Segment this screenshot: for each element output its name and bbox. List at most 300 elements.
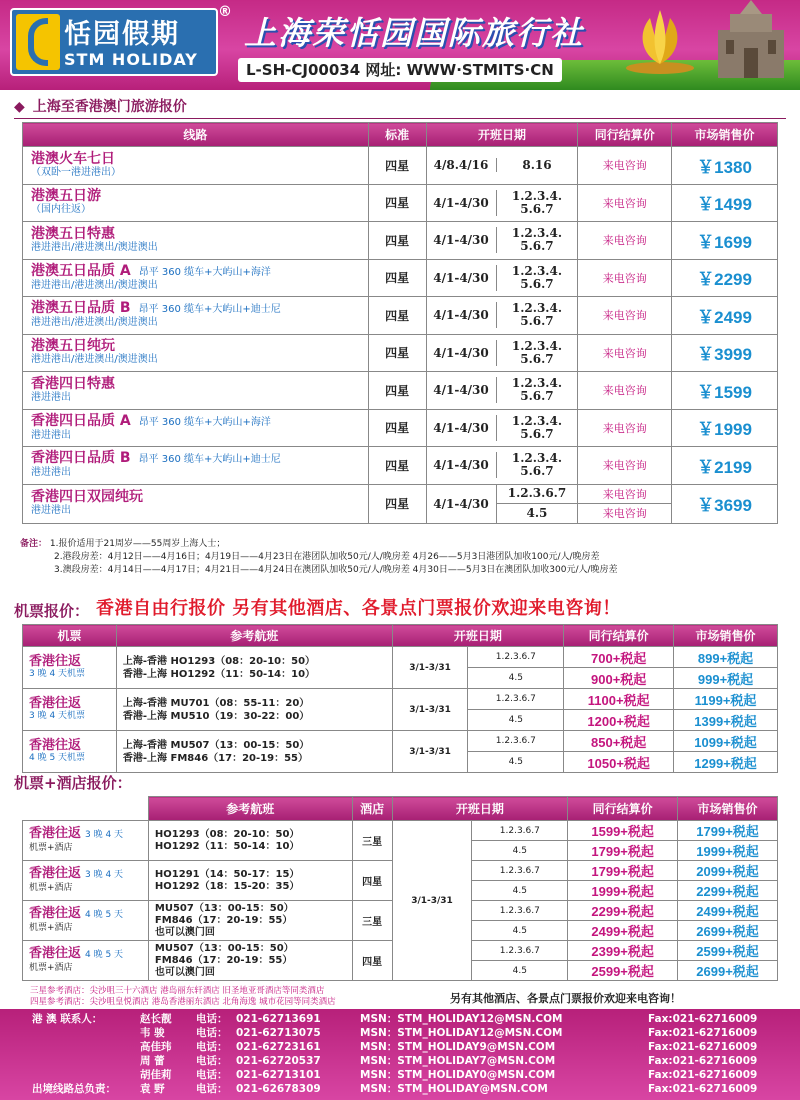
contact-name: 赵长靓 [140, 1013, 172, 1025]
contact-fax: Fax:021-62716009 [648, 1083, 758, 1095]
flight-cell [116, 689, 392, 731]
notes-block [20, 538, 618, 577]
package-title [29, 907, 148, 922]
contact-name: 袁 野 [140, 1083, 165, 1095]
date-cell [426, 147, 578, 185]
market-price-cell: ￥1699 [672, 222, 778, 260]
peer-price-cell[interactable]: 来电咨询 [578, 147, 672, 185]
route-extra: 昂平 360 缆车+大屿山+海洋 [138, 266, 271, 278]
peer-price-cell: 2399+税起 [568, 941, 678, 961]
package-nights: 3 晚 4 天 [85, 870, 124, 880]
contact-phone[interactable]: 021-62713101 [236, 1069, 321, 1081]
date-range: 4/1-4/30 [427, 190, 497, 216]
date-range: 4/1-4/30 [427, 302, 497, 328]
peer-price-cell: 900+税起 [564, 668, 674, 689]
date-days: 1.2.3.4. 5.6.7 [511, 188, 563, 216]
date-cell [426, 259, 578, 297]
package-name: 香港往返 [29, 946, 82, 961]
tour-row [23, 484, 778, 504]
tour-row [23, 147, 778, 185]
date-cell [426, 334, 578, 372]
route-sub: 港进港出/港进澳出/澳进澳出 [31, 354, 158, 366]
date-range: 4/8.4/16 [427, 158, 497, 172]
tour-row [23, 259, 778, 297]
package-title [29, 827, 148, 842]
package-name: 香港往返 [29, 866, 82, 881]
ticket-cell [23, 731, 117, 773]
package-title [29, 867, 148, 882]
col-header: 市场销售价 [672, 123, 778, 147]
peer-price-cell: 1200+税起 [564, 710, 674, 731]
registered-mark: ® [218, 4, 232, 20]
tour-row [23, 297, 778, 335]
peer-price-cell: 1599+税起 [568, 821, 678, 841]
col-header: 同行结算价 [564, 625, 674, 647]
date-days: 8.16 [522, 157, 552, 172]
col-header: 开班日期 [392, 625, 564, 647]
days-cell: 4.5 [472, 961, 568, 981]
peer-price-cell: 1799+税起 [568, 841, 678, 861]
date-cell [426, 297, 578, 335]
tel-label: 电话： [196, 1013, 228, 1025]
package-nights: 3 晚 4 天 [85, 830, 124, 840]
col-header: 市场销售价 [678, 797, 778, 821]
contact-phone[interactable]: 021-62713075 [236, 1027, 321, 1039]
date-days: 1.2.3.4. 5.6.7 [511, 413, 563, 441]
tel-label: 电话： [196, 1083, 228, 1095]
route-cell [23, 372, 369, 410]
standard-cell: 四星 [368, 484, 426, 523]
date-days: 1.2.3.6.7 [497, 485, 578, 505]
ticket-cell [23, 689, 117, 731]
contact-name: 高佳玮 [140, 1041, 172, 1053]
peer-price-cell[interactable]: 来电咨询 [578, 334, 672, 372]
ticket-sub: 3 晚 4 天机票 [29, 669, 86, 679]
package-sub: 机票+酒店 [29, 923, 73, 933]
market-price-cell: ￥2499 [672, 297, 778, 335]
date-range-cell: 3/1-3/31 [392, 821, 472, 981]
contact-row [0, 1013, 800, 1026]
diamond-icon: ◆ [14, 99, 25, 115]
package-nights: 4 晚 5 天 [85, 950, 124, 960]
days-cell: 1.2.3.6.7 [472, 821, 568, 841]
days-cell: 1.2.3.6.7 [472, 941, 568, 961]
date-range-cell: 3/1-3/31 [392, 647, 468, 689]
contact-msn[interactable]: MSN：STM_HOLIDAY0@MSN.COM [360, 1069, 556, 1081]
date-range-cell: 3/1-3/31 [392, 731, 468, 773]
market-price-cell: 1799+税起 [678, 821, 778, 841]
flight-cell [116, 647, 392, 689]
contact-name: 胡佳莉 [140, 1069, 172, 1081]
col-header: 开班日期 [426, 123, 578, 147]
route-name: 香港四日双园纯玩 [31, 489, 143, 505]
route-cell [23, 297, 369, 335]
package-name: 香港往返 [29, 826, 82, 841]
peer-price-cell: 1799+税起 [568, 861, 678, 881]
market-price-cell: 999+税起 [674, 668, 778, 689]
route-sub: 港进港出 [31, 391, 71, 403]
date-wrap [427, 415, 578, 441]
notes-label: 备注： [20, 539, 48, 549]
route-name: 港澳五日游 [31, 188, 101, 205]
flight-line: HO1292（11：50-14：10） [154, 840, 300, 852]
date-cell [426, 484, 578, 523]
contact-name: 韦 骏 [140, 1027, 165, 1039]
peer-price-cell: 2299+税起 [568, 901, 678, 921]
ticket-name: 香港往返 [29, 654, 82, 669]
col-header: 参考航班 [116, 625, 392, 647]
tour-price-table [22, 122, 778, 524]
hotel-grade-cell: 四星 [352, 861, 392, 901]
date-cell [426, 184, 578, 222]
standard-cell: 四星 [368, 184, 426, 222]
route-sub: （国内往返） [31, 204, 91, 216]
package-sub: 机票+酒店 [29, 843, 73, 853]
contact-fax: Fax:021-62716009 [648, 1013, 758, 1025]
contact-fax: Fax:021-62716009 [648, 1069, 758, 1081]
col-header: 开班日期 [392, 797, 568, 821]
market-price-cell: 1299+税起 [674, 752, 778, 773]
route-sub: 港进港出 [31, 505, 71, 516]
route-name: 香港四日品质 A [31, 412, 131, 429]
date-wrap [427, 265, 578, 291]
route-name: 港澳五日特惠 [31, 225, 115, 242]
hotel-grade-cell: 四星 [352, 941, 392, 981]
peer-price-cell[interactable]: 来电咨询 [578, 259, 672, 297]
contact-label: 出境线路总负责： [32, 1083, 116, 1095]
hotel-reference-notes [30, 986, 336, 1008]
contact-label: 港 澳 联系人： [32, 1013, 103, 1025]
peer-price-cell: 2499+税起 [568, 921, 678, 941]
route-name: 港澳五日品质 B [31, 300, 131, 317]
note-line: 2.港段房差：4月12日——4月16日；4月19日——4月23日在港团队加收50元/人/晚房差 4月26——5月3日港团队加收100元/人/晚房差 [54, 552, 600, 562]
contact-row [0, 1041, 800, 1054]
route-cell [23, 222, 369, 260]
hotel-price-table [22, 796, 778, 981]
days-cell: 1.2.3.6.7 [472, 901, 568, 921]
tel-label: 电话： [196, 1041, 228, 1053]
market-price-cell: 2299+税起 [678, 881, 778, 901]
tour-row [23, 184, 778, 222]
flight-cell [116, 731, 392, 773]
standard-cell: 四星 [368, 297, 426, 335]
market-price-cell: 1199+税起 [674, 689, 778, 710]
company-name: 上海荣恬园国际旅行社 [244, 14, 585, 52]
flight-line: FM846（17：20-19：55） [154, 914, 293, 926]
date-cell [426, 372, 578, 410]
peer-price-cell[interactable]: 来电咨询 [578, 409, 672, 447]
days-cell: 4.5 [472, 841, 568, 861]
route-sub: （双卧一港进港出） [31, 166, 121, 178]
days-cell: 1.2.3.6.7 [468, 647, 564, 668]
route-sub: 港进港出/港进澳出/澳进澳出 [31, 317, 158, 329]
license-and-website: L-SH-CJ00034 网址: WWW·STMITS·CN [238, 58, 562, 82]
flight-line: MU507（13：00-15：50） [154, 902, 294, 914]
contact-fax: Fax:021-62716009 [648, 1041, 758, 1053]
section-divider [14, 118, 786, 119]
flight-line: 上海-香港 HO1293（08：20-10：50） [122, 655, 316, 667]
hotel-grade-cell: 三星 [352, 821, 392, 861]
date-range: 4/1-4/30 [427, 265, 497, 291]
flight-line: 香港-上海 FM846（17：20-19：55） [122, 752, 308, 764]
date-cell [426, 447, 578, 485]
flight-row [23, 647, 778, 668]
days-cell: 1.2.3.6.7 [472, 861, 568, 881]
tour-row [23, 222, 778, 260]
contact-row [0, 1055, 800, 1068]
hotel-grade-cell: 三星 [352, 901, 392, 941]
market-price-cell: 2099+税起 [678, 861, 778, 881]
route-name: 港澳五日品质 A [31, 262, 131, 279]
peer-price-cell[interactable]: 来电咨询 [578, 504, 672, 524]
date-range-cell: 3/1-3/31 [392, 689, 468, 731]
route-sub: 港进港出 [31, 429, 71, 441]
flight-line: HO1291（14：50-17：15） [154, 868, 300, 880]
contact-row [0, 1027, 800, 1040]
days-cell: 1.2.3.6.7 [468, 689, 564, 710]
tel-label: 电话： [196, 1069, 228, 1081]
flight-cell [148, 941, 352, 981]
logo-en: STM HOLIDAY [64, 50, 198, 69]
contact-footer [0, 1009, 800, 1100]
ticket-name: 香港往返 [29, 696, 82, 711]
flight-line: 上海-香港 MU507（13：00-15：50） [122, 739, 310, 751]
tel-label: 电话： [196, 1055, 228, 1067]
col-header: 同行结算价 [568, 797, 678, 821]
market-price-cell: ￥1499 [672, 184, 778, 222]
date-days: 1.2.3.4. 5.6.7 [511, 338, 563, 366]
route-extra: 昂平 360 缆车+大屿山+迪士尼 [138, 454, 281, 466]
date-wrap [427, 227, 578, 253]
date-days: 1.2.3.4. 5.6.7 [511, 376, 563, 404]
date-days: 1.2.3.4. 5.6.7 [511, 263, 563, 291]
standard-cell: 四星 [368, 334, 426, 372]
date-days: 1.2.3.4. 5.6.7 [511, 301, 563, 329]
route-cell [23, 184, 369, 222]
note-line: 3.澳段房差：4月14日——4月17日；4月21日——4月24日在澳团队加收50元/人/晚房差 4月30日——5月3日在澳团队加收300元/人/晚房差 [54, 565, 618, 575]
package-name: 香港往返 [29, 906, 82, 921]
route-extra: 昂平 360 缆车+大屿山+海洋 [138, 416, 271, 428]
hotel-right-note: 另有其他酒店、各景点门票报价欢迎来电咨询！ [450, 992, 681, 1005]
route-sub: 港进港出 [31, 467, 71, 479]
date-range: 4/1-4/30 [427, 377, 497, 403]
route-name: 香港四日特惠 [31, 375, 115, 392]
standard-cell: 四星 [368, 259, 426, 297]
bauhinia-statue-icon [620, 4, 700, 74]
date-wrap [427, 485, 578, 523]
ref-three-star: 三星参考酒店：尖沙咀三十六酒店 港岛丽东轩酒店 旧圣地亚哥酒店等同类酒店 [30, 986, 325, 996]
market-price-cell: ￥1380 [672, 147, 778, 185]
days-cell: 4.5 [472, 881, 568, 901]
contact-phone[interactable]: 021-62723161 [236, 1041, 321, 1053]
date-range: 4/1-4/30 [427, 415, 497, 441]
package-sub: 机票+酒店 [29, 883, 73, 893]
flight-line: 也可以澳门回 [154, 966, 215, 978]
date-wrap [427, 190, 578, 216]
date-days: 4.5 [526, 505, 548, 520]
standard-cell: 四星 [368, 222, 426, 260]
route-cell [23, 147, 369, 185]
package-cell [23, 901, 149, 941]
flight-line: HO1293（08：20-10：50） [154, 828, 300, 840]
col-header: 机票 [23, 625, 117, 647]
tour-row [23, 372, 778, 410]
route-extra: 昂平 360 缆车+大屿山+迪士尼 [138, 304, 281, 316]
peer-price-cell[interactable]: 来电咨询 [578, 372, 672, 410]
market-price-cell: ￥2299 [672, 259, 778, 297]
market-price-cell: ￥1999 [672, 409, 778, 447]
tour-row [23, 409, 778, 447]
ticket-sub: 3 晚 4 天机票 [29, 711, 86, 721]
market-price-cell: 2699+税起 [678, 921, 778, 941]
col-header: 参考航班 [148, 797, 352, 821]
date-cell [426, 409, 578, 447]
standard-cell: 四星 [368, 409, 426, 447]
date-days: 1.2.3.4. 5.6.7 [511, 226, 563, 254]
date-cell [426, 222, 578, 260]
contact-msn[interactable]: MSN：STM_HOLIDAY9@MSN.COM [360, 1041, 556, 1053]
logo-cn: 恬园假期 [64, 19, 180, 50]
note-line: 1.报价适用于21周岁——55周岁上海人士； [49, 539, 226, 549]
flight-line: 香港-上海 HO1292（11：50-14：10） [122, 668, 316, 680]
contact-msn[interactable]: MSN：STM_HOLIDAY12@MSN.COM [360, 1013, 563, 1025]
date-range: 4/1-4/30 [427, 452, 497, 478]
tel-label: 电话： [196, 1027, 228, 1039]
contact-fax: Fax:021-62716009 [648, 1055, 758, 1067]
days-cell: 4.5 [468, 752, 564, 773]
ref-four-star: 四星参考酒店：尖沙咀皇悦酒店 港岛香港丽东酒店 北角海逸 城市花园等同类酒店 [30, 997, 336, 1007]
peer-price-cell[interactable]: 来电咨询 [578, 184, 672, 222]
market-price-cell: 899+税起 [674, 647, 778, 668]
package-cell [23, 821, 149, 861]
route-name: 港澳五日纯玩 [31, 338, 115, 355]
standard-cell: 四星 [368, 147, 426, 185]
standard-cell: 四星 [368, 372, 426, 410]
flight-price-table [22, 624, 778, 773]
flight-line: 也可以澳门回 [154, 926, 215, 938]
flight-section-title: 机票报价： [14, 602, 90, 620]
package-cell [23, 861, 149, 901]
contact-msn[interactable]: MSN：STM_HOLIDAY12@MSN.COM [360, 1027, 563, 1039]
market-price-cell: ￥2199 [672, 447, 778, 485]
peer-price-cell: 700+税起 [564, 647, 674, 668]
col-header: 同行结算价 [578, 123, 672, 147]
date-wrap [427, 452, 578, 478]
date-wrap [427, 340, 578, 366]
flight-line: HO1292（18：15-20：35） [154, 880, 300, 892]
ruins-of-st-paul-icon [710, 0, 792, 78]
blank-header [23, 797, 149, 821]
flight-line: MU507（13：00-15：50） [154, 942, 294, 954]
market-price-cell: 2599+税起 [678, 941, 778, 961]
market-price-cell: ￥3699 [672, 484, 778, 523]
market-price-cell: ￥1599 [672, 372, 778, 410]
route-sub: 港进港出/港进澳出/澳进澳出 [31, 241, 158, 253]
days-cell: 4.5 [468, 710, 564, 731]
route-name: 港澳火车七日 [31, 150, 115, 167]
promo-banner: 香港自由行报价 另有其他酒店、各景点门票报价欢迎来电咨询！ [96, 598, 621, 619]
col-header: 酒店 [352, 797, 392, 821]
logo-mark-icon [16, 14, 60, 70]
contact-row [0, 1069, 800, 1082]
ticket-cell [23, 647, 117, 689]
contact-phone[interactable]: 021-62713691 [236, 1013, 321, 1025]
date-range: 4/1-4/30 [427, 227, 497, 253]
peer-price-cell: 850+税起 [564, 731, 674, 752]
peer-price-cell: 1100+税起 [564, 689, 674, 710]
market-price-cell: 1099+税起 [674, 731, 778, 752]
flight-cell [148, 901, 352, 941]
flight-row [23, 731, 778, 752]
standard-cell: 四星 [368, 447, 426, 485]
route-cell [23, 484, 369, 523]
date-wrap [427, 377, 578, 403]
flight-line: FM846（17：20-19：55） [154, 954, 293, 966]
market-price-cell: 2699+税起 [678, 961, 778, 981]
tour-row [23, 334, 778, 372]
flight-cell [148, 821, 352, 861]
peer-price-cell[interactable]: 来电咨询 [578, 222, 672, 260]
date-range: 4/1-4/30 [427, 485, 497, 523]
route-sub: 港进港出/港进澳出/澳进澳出 [31, 279, 158, 291]
contact-row [0, 1083, 800, 1096]
market-price-cell: 1399+税起 [674, 710, 778, 731]
hotel-section-title: 机票+酒店报价： [14, 774, 132, 792]
route-name: 香港四日品质 B [31, 450, 131, 467]
market-price-cell: 1999+税起 [678, 841, 778, 861]
route-cell [23, 259, 369, 297]
tour-section-title-text: 上海至香港澳门旅游报价 [32, 99, 187, 115]
date-wrap [427, 302, 578, 328]
contact-phone[interactable]: 021-62678309 [236, 1083, 321, 1095]
package-sub: 机票+酒店 [29, 963, 73, 973]
days-cell: 4.5 [472, 921, 568, 941]
contact-msn[interactable]: MSN：STM_HOLIDAY7@MSN.COM [360, 1055, 556, 1067]
contact-msn[interactable]: MSN：STM_HOLIDAY@MSN.COM [360, 1083, 548, 1095]
flight-line: 香港-上海 MU510（19：30-22：00） [122, 710, 310, 722]
date-wrap [427, 158, 578, 172]
tour-row [23, 447, 778, 485]
date-days: 1.2.3.4. 5.6.7 [511, 451, 563, 479]
market-price-cell: 2499+税起 [678, 901, 778, 921]
date-range: 4/1-4/30 [427, 340, 497, 366]
peer-price-cell: 1999+税起 [568, 881, 678, 901]
hotel-row [23, 821, 778, 841]
tour-section-title [14, 96, 187, 116]
ticket-sub: 4 晚 5 天机票 [29, 753, 86, 763]
package-nights: 4 晚 5 天 [85, 910, 124, 920]
contact-phone[interactable]: 021-62720537 [236, 1055, 321, 1067]
ticket-name: 香港往返 [29, 738, 82, 753]
route-cell [23, 409, 369, 447]
market-price-cell: ￥3999 [672, 334, 778, 372]
flight-line: 上海-香港 MU701（08：55-11：20） [122, 697, 310, 709]
contact-fax: Fax:021-62716009 [648, 1027, 758, 1039]
peer-price-cell: 2599+税起 [568, 961, 678, 981]
route-cell [23, 447, 369, 485]
flight-row [23, 689, 778, 710]
date-days-wrap [497, 485, 578, 523]
package-cell [23, 941, 149, 981]
days-cell: 4.5 [468, 668, 564, 689]
peer-price-cell[interactable]: 来电咨询 [578, 484, 672, 504]
col-header: 线路 [23, 123, 369, 147]
contact-name: 周 蕾 [140, 1055, 165, 1067]
peer-price-cell[interactable]: 来电咨询 [578, 297, 672, 335]
package-title [29, 947, 148, 962]
col-header: 市场销售价 [674, 625, 778, 647]
peer-price-cell[interactable]: 来电咨询 [578, 447, 672, 485]
